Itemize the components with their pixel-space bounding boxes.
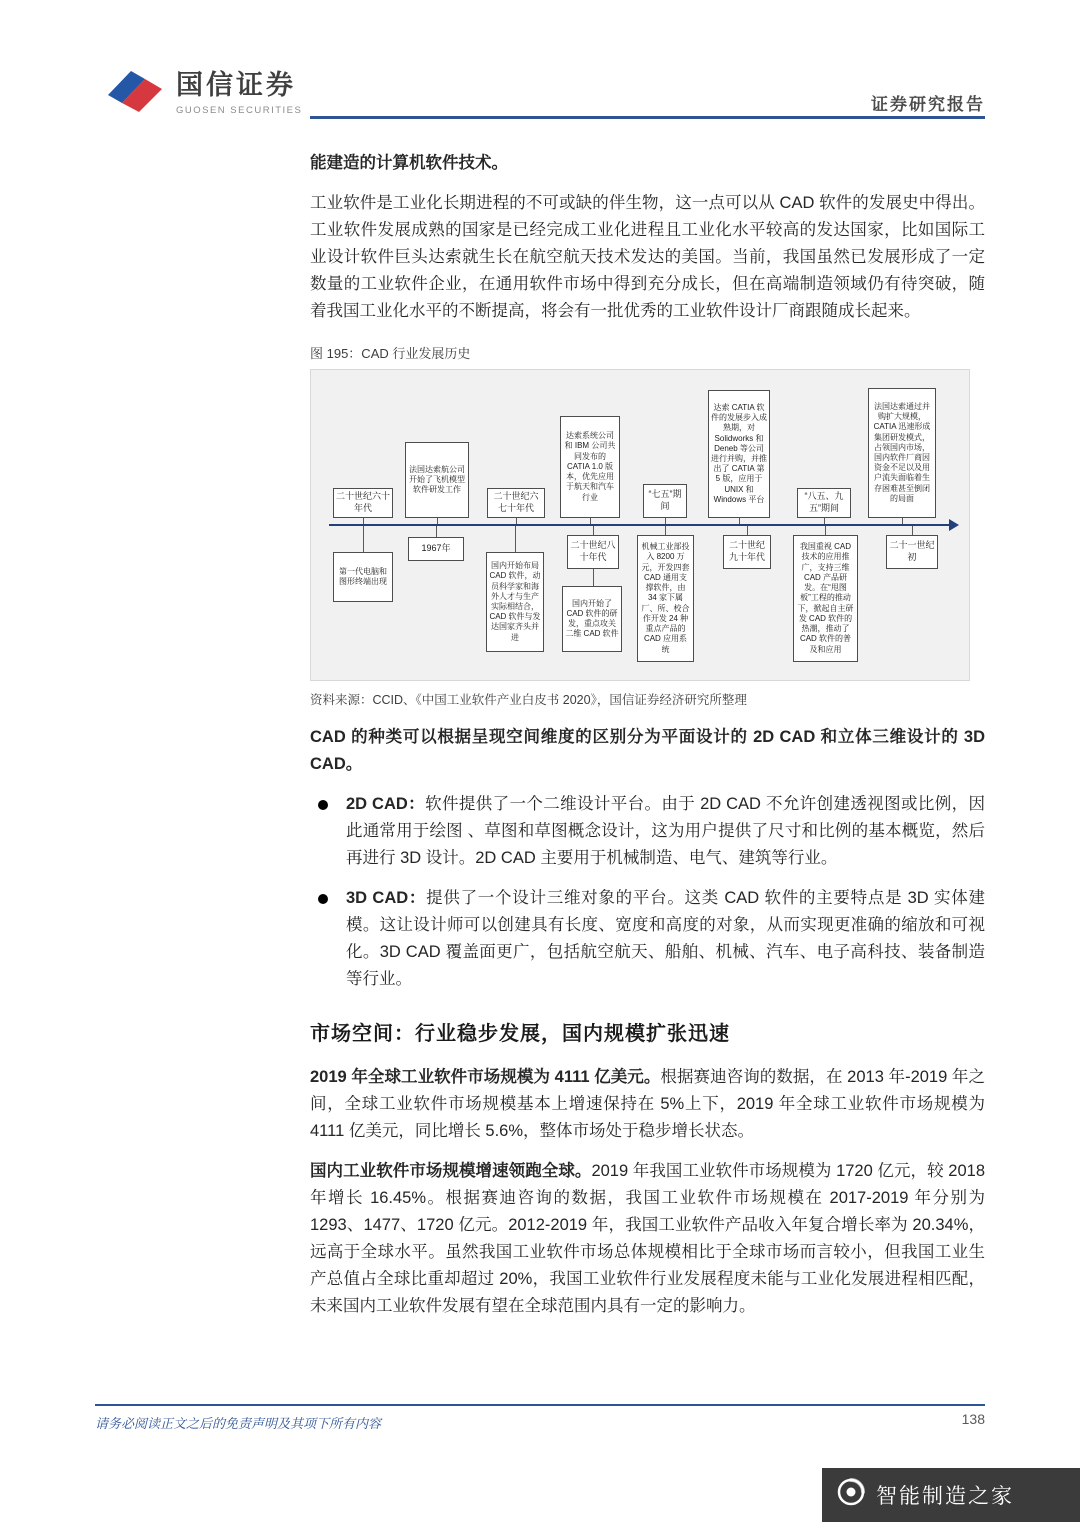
timeline-connector — [593, 569, 594, 586]
timeline-era-21st-century: 二十一世纪初 — [886, 535, 938, 569]
paragraph-lead: 国内工业软件市场规模增速领跑全球。 — [310, 1162, 592, 1180]
timeline-connector — [665, 526, 666, 535]
timeline-connector — [593, 526, 594, 535]
timeline-connector — [516, 518, 517, 524]
camera-aperture-icon — [836, 1477, 866, 1513]
paragraph-cad-types: CAD 的种类可以根据呈现空间维度的区别分为平面设计的 2D CAD 和立体三维设计的 3D CAD。 — [310, 728, 985, 773]
bullet-text: 软件提供了一个二维设计平台。由于 2D CAD 不允许创建透视图或比例，因此通常用于绘图 、草图和草图概念设计，这为用户提供了尺寸和比例的基本概览，然后再进行 3D 设计。2D CAD 主要用于机械制造、电气、建筑等行业。 — [346, 795, 985, 867]
guosen-logo-text — [176, 71, 302, 116]
paragraph-industrial-software: 工业软件是工业化长期进程的不可或缺的伴生物，这一点可以从 CAD 软件的发展史中得出。工业软件发展成熟的国家是已经完成工业化进程且工业化水平较高的发达国家，比如国际工业设计软件巨头达索就生长在航空航天技术发达的美国。当前，我国虽然已发展形成了一定数量的工业软件企业，在通用软件市场中得到充分成长，但在高端制造领域仍有待突破，随着我国工业化水平的不断提高，将会有一批优秀的工业软件设计厂商跟随成长起来。 — [310, 194, 985, 320]
timeline-event-dassault-expand: 法国达索通过并购扩大规模，CATIA 迅速形成集团研发模式，占领国内市场，国内软件厂商因资金不足以及用户流失面临着生存困难甚至倒闭的局面 — [868, 388, 936, 518]
lead-bold-sentence: 能建造的计算机软件技术。 — [310, 154, 508, 172]
bullet-2d-cad — [310, 791, 985, 872]
bullet-label: 2D CAD： — [346, 795, 426, 813]
report-body — [310, 150, 985, 1333]
timeline-connector — [363, 518, 364, 524]
figure-caption: 图 195：CAD 行业发展历史 — [310, 346, 471, 361]
timeline-connector — [912, 526, 913, 535]
paragraph-rest: 根据赛迪咨询的数据，在 2013 年-2019 年之间，全球工业软件市场规模基本上增速保持在 5%上下，2019 年全球工业软件市场规模为 4111 亿美元，同比增长 5.6%，整体市场处于稳步增长状态。 — [310, 1068, 985, 1140]
timeline-connector — [739, 518, 740, 524]
paragraph-lead: 2019 年全球工业软件市场规模为 4111 亿美元。 — [310, 1068, 661, 1086]
timeline-era-1960s: 二十世纪六十年代 — [333, 488, 393, 518]
timeline-connector — [437, 518, 438, 524]
timeline-connector — [747, 526, 748, 535]
timeline-connector — [825, 526, 826, 535]
guosen-logo-icon — [106, 68, 164, 119]
footer-divider — [95, 1404, 985, 1406]
timeline-era-1990s: 二十世纪九十年代 — [723, 535, 771, 569]
timeline-event-china-2d-cad: 国内开始了 CAD 软件的研发，重点攻关二维 CAD 软件 — [562, 586, 622, 652]
timeline-event-china-3d-cad: 我国重视 CAD 技术的应用推广，支持三维 CAD 产品研发。在“甩图板”工程的推动下，掀起自主研发 CAD 软件的热潮，推动了 CAD 软件的普及和应用 — [793, 535, 858, 662]
timeline-event-china-layout: 国内开始布局 CAD 软件，动员科学家和海外人才与生产实际相结合，CAD 软件与发达国家齐头并进 — [486, 552, 544, 652]
timeline-connector — [824, 518, 825, 524]
paragraph-rest: 2019 年我国工业软件市场规模为 1720 亿元，较 2018 年增长 16.45%。根据赛迪咨询的数据，我国工业软件市场规模在 2017-2019 年分别为 1293、1477、1720 亿元。2012-2019 年，我国工业软件产品收入年复合增长率为 20.34%，远高于全球水平。虽然我国工业软件市场总体规模相比于全球市场而言较小，但我国工业生产总值占全球比重却超过 20%，我国工业软件行业发展程度未能与工业化发展进程相匹配，未来国内工业软件发展有望在全球范围内具有一定的影响力。 — [310, 1162, 985, 1315]
timeline-connector — [363, 526, 364, 552]
bullet-text: 提供了一个设计三维对象的平台。这类 CAD 软件的主要特点是 3D 实体建模。这让设计师可以创建具有长度、宽度和高度的对象，从而实现更准确的缩放和可视化。3D CAD 覆盖面更广，包括航空航天、船舶、机械、汽车、电子高科技、装备制造等行业。 — [346, 889, 985, 988]
timeline-event-ministry-invest: 机械工业部投入 8200 万元，开发四套 CAD 通用支撑软件，由 34 家下属厂、所、校合作开发 24 种重点产品的 CAD 应用系统 — [637, 535, 694, 662]
paragraph-global-market — [310, 1064, 985, 1145]
timeline-connector — [515, 526, 516, 552]
watermark-bar — [822, 1468, 1080, 1522]
bullet-3d-cad — [310, 885, 985, 993]
timeline-era-1960s-70s: 二十世纪六七十年代 — [487, 488, 545, 518]
bullet-dot-icon — [318, 800, 328, 810]
header-divider — [310, 116, 985, 119]
timeline-era-8th-9th-plan: “八五、九五”期间 — [797, 488, 851, 518]
timeline-connector — [665, 518, 666, 524]
timeline-axis — [329, 524, 949, 526]
timeline-connector — [902, 518, 903, 524]
logo-title: 国信证券 — [176, 70, 296, 101]
timeline-event-catia-1-0: 达索系统公司和 IBM 公司共同发布的 CATIA 1.0 版本，优先应用于航天和汽车行业 — [560, 416, 620, 518]
bullet-label: 3D CAD： — [346, 889, 427, 907]
watermark-text: 智能制造之家 — [876, 1485, 1014, 1508]
timeline-event-first-computer: 第一代电脑和图形终端出现 — [333, 552, 393, 602]
section-heading-market-space: 市场空间：行业稳步发展，国内规模扩张迅速 — [310, 1023, 730, 1045]
figure-cad-history — [310, 343, 985, 708]
figure-source: 资料来源：CCID、《中国工业软件产业白皮书 2020》，国信证券经济研究所整理 — [310, 693, 747, 707]
timeline-event-catia-mature: 达索 CATIA 软件的发展步入成熟期，对 Solidworks 和 Deneb 等公司进行并购，并推出了 CATIA 第 5 版，应用于 UNIX 和 Windows 平台 — [708, 390, 770, 518]
guosen-logo — [106, 68, 302, 119]
timeline-era-7th-plan: “七五”期间 — [643, 484, 687, 518]
timeline-event-dassault-start: 法国达索航公司开始了飞机模型软件研发工作 — [405, 442, 469, 518]
timeline-era-1980s: 二十世纪八十年代 — [567, 535, 619, 569]
timeline-connector — [590, 518, 591, 524]
footer-disclaimer: 请务必阅读正文之后的免责声明及其项下所有内容 — [95, 1416, 382, 1431]
cad-timeline-diagram — [310, 369, 970, 681]
timeline-connector — [436, 526, 437, 537]
timeline-arrowhead-icon — [949, 519, 959, 531]
report-type-label: 证券研究报告 — [871, 95, 985, 114]
page-number: 138 — [961, 1411, 985, 1427]
logo-subtitle: GUOSEN SECURITIES — [176, 104, 303, 116]
bullet-dot-icon — [318, 894, 328, 904]
paragraph-domestic-market — [310, 1158, 985, 1320]
timeline-era-1967: 1967年 — [408, 537, 464, 561]
